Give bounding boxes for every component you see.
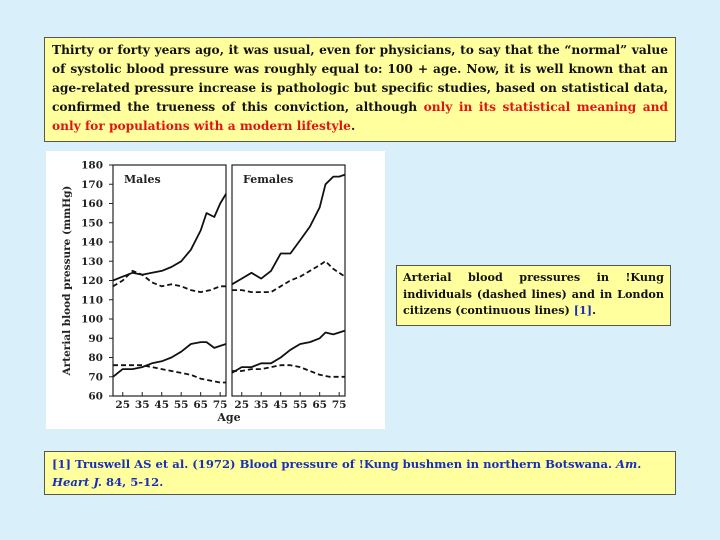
intro-text-box	[44, 37, 676, 142]
x-tick-label: 65	[193, 399, 208, 411]
y-tick-label: 90	[88, 332, 103, 345]
series-line-dashed	[232, 261, 345, 292]
x-tick-label: 55	[173, 399, 189, 411]
panel-title: Males	[124, 173, 161, 186]
panel-frame	[232, 165, 345, 396]
figure-caption	[396, 265, 671, 326]
y-tick-label: 150	[81, 217, 103, 230]
x-tick-label: 25	[115, 399, 131, 411]
blood-pressure-chart	[46, 151, 385, 429]
reference-text: Truswell AS et al. (1972) Blood pressure of !Kung bushmen in northern Botswana.	[71, 457, 617, 471]
intro-text-end: .	[350, 119, 356, 133]
y-axis-label: Arterial blood pressure (mmHg)	[61, 185, 73, 376]
y-tick-label: 130	[81, 255, 103, 268]
y-tick-label: 160	[81, 198, 103, 210]
x-axis-label: Age	[217, 411, 241, 424]
panel-title: Females	[243, 173, 294, 186]
x-tick-label: 45	[273, 399, 289, 411]
series-line-dashed	[113, 271, 226, 292]
y-tick-label: 70	[88, 371, 103, 384]
x-tick-label: 35	[253, 399, 269, 411]
caption-ref-link[interactable]: [1]	[573, 303, 593, 317]
series-line-dashed	[113, 365, 226, 382]
reference-pages: 84, 5-12.	[101, 474, 164, 489]
x-tick-label: 75	[331, 399, 347, 411]
y-tick-label: 100	[81, 313, 103, 326]
x-tick-label: 25	[234, 399, 250, 411]
x-tick-label: 75	[212, 399, 228, 411]
reference-label: [1]	[52, 457, 72, 471]
panel-frame	[113, 165, 226, 396]
y-tick-label: 110	[81, 294, 103, 307]
y-tick-label: 80	[88, 352, 103, 364]
x-tick-label: 45	[154, 399, 170, 411]
y-tick-label: 60	[88, 390, 103, 403]
reference-journal: Am. Heart J.	[52, 457, 642, 489]
x-tick-label: 35	[134, 399, 150, 411]
blood-pressure-figure	[46, 151, 385, 429]
panel-males	[113, 165, 227, 411]
y-tick-label: 140	[81, 236, 103, 249]
intro-text: Thirty or forty years ago, it was usual, even for physicians, to say that the “normal” value of systolic blood pressure was roughly equal to: 100 + age. Now, it is well known that an age-related pressure increase is pathologic but specific studies, based on statistical data, confirmed the trueness of this conviction, although	[52, 43, 668, 114]
series-line-solid	[113, 342, 226, 377]
panel-females	[232, 165, 346, 411]
series-line-solid	[113, 194, 226, 281]
caption-text-end: .	[592, 303, 596, 317]
y-tick-label: 180	[81, 159, 103, 172]
y-tick-label: 120	[81, 275, 103, 287]
x-tick-label: 55	[292, 399, 308, 411]
series-line-solid	[232, 331, 345, 373]
y-tick-label: 170	[81, 178, 103, 191]
series-line-solid	[232, 175, 345, 285]
caption-text: Arterial blood pressures in !Kung individuals (dashed lines) and in London citizens (continuous lines)	[403, 270, 664, 317]
x-tick-label: 65	[312, 399, 327, 411]
reference-box	[44, 451, 676, 495]
intro-highlight: only in its statistical meaning and only for populations with a modern lifestyle	[52, 100, 668, 133]
